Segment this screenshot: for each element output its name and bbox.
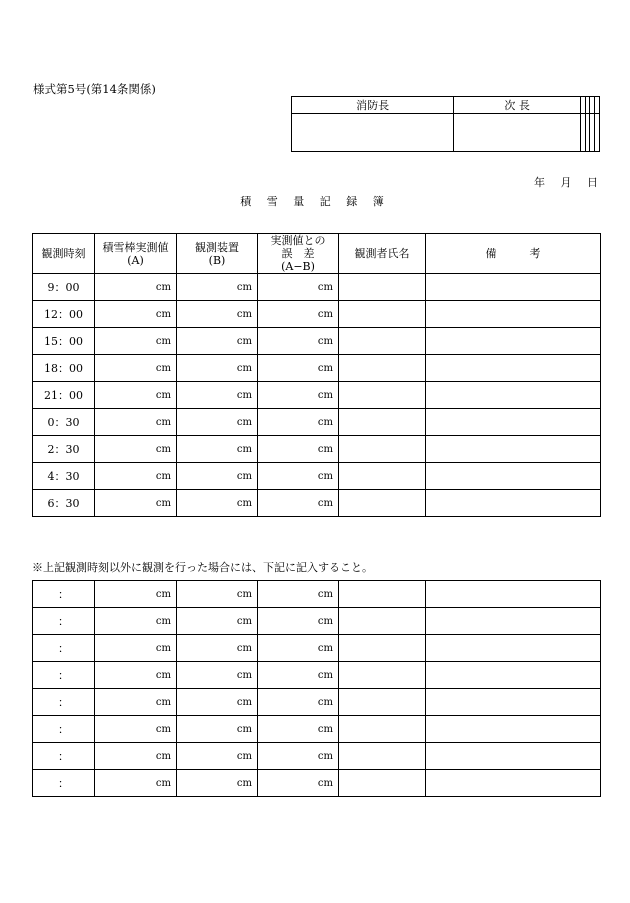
remarks-cell[interactable]: [426, 608, 601, 635]
header-observer-name: 観測者氏名: [339, 234, 426, 274]
time-cell: 12：00: [33, 301, 95, 328]
snow-pole-cell[interactable]: cm: [95, 635, 177, 662]
remarks-cell[interactable]: [426, 743, 601, 770]
observer-cell[interactable]: [339, 635, 426, 662]
device-cell[interactable]: cm: [177, 770, 258, 797]
remarks-cell[interactable]: [426, 436, 601, 463]
snow-pole-cell[interactable]: cm: [95, 301, 177, 328]
error-cell[interactable]: cm: [258, 608, 339, 635]
device-cell[interactable]: cm: [177, 716, 258, 743]
error-cell[interactable]: cm: [258, 409, 339, 436]
error-cell[interactable]: cm: [258, 490, 339, 517]
error-cell[interactable]: cm: [258, 662, 339, 689]
error-cell[interactable]: cm: [258, 355, 339, 382]
approval-seal-cell[interactable]: [292, 114, 454, 152]
header-observation-device-label: 観測装置: [195, 240, 239, 254]
snow-pole-cell[interactable]: cm: [95, 581, 177, 608]
observer-cell[interactable]: [339, 301, 426, 328]
table-row: [33, 770, 601, 797]
snow-pole-cell[interactable]: cm: [95, 689, 177, 716]
page-title: 積 雪 量 記 録 簿: [240, 195, 390, 208]
time-cell: ：: [33, 770, 95, 797]
error-cell[interactable]: cm: [258, 328, 339, 355]
header-remarks: 備 考: [426, 234, 601, 274]
header-observation-device: [177, 234, 258, 274]
observer-cell[interactable]: [339, 382, 426, 409]
table-row: [33, 689, 601, 716]
error-cell[interactable]: cm: [258, 274, 339, 301]
snow-pole-cell[interactable]: cm: [95, 743, 177, 770]
observer-cell[interactable]: [339, 409, 426, 436]
observer-cell[interactable]: [339, 716, 426, 743]
table-row: [33, 328, 601, 355]
device-cell[interactable]: cm: [177, 743, 258, 770]
remarks-cell[interactable]: [426, 274, 601, 301]
table-row: [33, 463, 601, 490]
observer-cell[interactable]: [339, 743, 426, 770]
time-cell: 18：00: [33, 355, 95, 382]
observer-cell[interactable]: [339, 608, 426, 635]
form-number: 様式第5号(第14条関係): [33, 82, 156, 96]
header-snow-pole-value-code: (A): [127, 253, 144, 267]
time-cell: ：: [33, 743, 95, 770]
table-row: [33, 382, 601, 409]
remarks-cell[interactable]: [426, 355, 601, 382]
time-cell: 2：30: [33, 436, 95, 463]
error-cell[interactable]: cm: [258, 635, 339, 662]
observer-cell[interactable]: [339, 490, 426, 517]
error-cell[interactable]: cm: [258, 463, 339, 490]
observer-cell[interactable]: [339, 463, 426, 490]
table-row: [33, 662, 601, 689]
device-cell[interactable]: cm: [177, 689, 258, 716]
remarks-cell[interactable]: [426, 382, 601, 409]
approval-header-deputy: 次 長: [454, 97, 581, 114]
error-cell[interactable]: cm: [258, 301, 339, 328]
table-row: [33, 355, 601, 382]
time-cell: 4：30: [33, 463, 95, 490]
time-cell: 15：00: [33, 328, 95, 355]
remarks-cell[interactable]: [426, 328, 601, 355]
table-row: [33, 716, 601, 743]
device-cell[interactable]: cm: [177, 274, 258, 301]
observer-cell[interactable]: [339, 770, 426, 797]
table-row: [33, 409, 601, 436]
table-row: [33, 301, 601, 328]
observer-cell[interactable]: [339, 274, 426, 301]
header-observation-device-code: (B): [208, 253, 226, 267]
header-measurement-error: [258, 234, 339, 274]
remarks-cell[interactable]: [426, 770, 601, 797]
remarks-cell[interactable]: [426, 635, 601, 662]
table-row: [33, 436, 601, 463]
approval-header-blank: [595, 97, 600, 114]
time-cell: ：: [33, 716, 95, 743]
instruction-note: ※上記観測時刻以外に観測を行った場合には、下記に記入すること。: [32, 561, 373, 574]
time-cell: 9：00: [33, 274, 95, 301]
remarks-cell[interactable]: [426, 581, 601, 608]
approval-header-fire-chief: 消防長: [292, 97, 454, 114]
device-cell[interactable]: cm: [177, 328, 258, 355]
error-cell[interactable]: cm: [258, 382, 339, 409]
header-measurement-error-line2: 誤 差: [281, 247, 315, 260]
snow-pole-cell[interactable]: cm: [95, 409, 177, 436]
time-cell: ：: [33, 689, 95, 716]
remarks-cell[interactable]: [426, 662, 601, 689]
snow-pole-cell[interactable]: cm: [95, 770, 177, 797]
snow-pole-cell[interactable]: cm: [95, 328, 177, 355]
error-cell[interactable]: cm: [258, 581, 339, 608]
observer-cell[interactable]: [339, 355, 426, 382]
time-cell: ：: [33, 662, 95, 689]
device-cell[interactable]: cm: [177, 436, 258, 463]
table-row: [33, 274, 601, 301]
snow-pole-cell[interactable]: cm: [95, 274, 177, 301]
error-cell[interactable]: cm: [258, 716, 339, 743]
scheduled-observation-table: [32, 233, 601, 517]
device-cell[interactable]: cm: [177, 581, 258, 608]
remarks-cell[interactable]: [426, 716, 601, 743]
approval-seal-cell[interactable]: [595, 114, 600, 152]
header-measurement-error-line3: (A−B): [281, 260, 315, 273]
snow-pole-cell[interactable]: cm: [95, 382, 177, 409]
table-row: [33, 608, 601, 635]
time-cell: 0：30: [33, 409, 95, 436]
observer-cell[interactable]: [339, 662, 426, 689]
remarks-cell[interactable]: [426, 301, 601, 328]
extra-observation-table: [32, 580, 601, 797]
table-row: [33, 635, 601, 662]
approval-seal-cell[interactable]: [454, 114, 581, 152]
error-cell[interactable]: cm: [258, 436, 339, 463]
device-cell[interactable]: cm: [177, 662, 258, 689]
snow-pole-cell[interactable]: cm: [95, 355, 177, 382]
time-cell: 21：00: [33, 382, 95, 409]
remarks-cell[interactable]: [426, 689, 601, 716]
header-snow-pole-value: [95, 234, 177, 274]
snow-pole-cell[interactable]: cm: [95, 490, 177, 517]
time-cell: ：: [33, 581, 95, 608]
observer-cell[interactable]: [339, 328, 426, 355]
date-line: 年 月 日: [534, 176, 598, 189]
approval-stamp-table: [291, 96, 600, 152]
device-cell[interactable]: cm: [177, 382, 258, 409]
error-cell[interactable]: cm: [258, 770, 339, 797]
header-snow-pole-value-label: 積雪棒実測値: [102, 240, 169, 254]
table-row: [33, 581, 601, 608]
table-row: [33, 743, 601, 770]
observer-cell[interactable]: [339, 689, 426, 716]
remarks-cell[interactable]: [426, 490, 601, 517]
observer-cell[interactable]: [339, 581, 426, 608]
observer-cell[interactable]: [339, 436, 426, 463]
time-cell: ：: [33, 608, 95, 635]
device-cell[interactable]: cm: [177, 490, 258, 517]
header-observation-time: 観測時刻: [33, 234, 95, 274]
device-cell[interactable]: cm: [177, 463, 258, 490]
device-cell[interactable]: cm: [177, 635, 258, 662]
snow-pole-cell[interactable]: cm: [95, 716, 177, 743]
remarks-cell[interactable]: [426, 409, 601, 436]
error-cell[interactable]: cm: [258, 743, 339, 770]
snow-pole-cell[interactable]: cm: [95, 662, 177, 689]
time-cell: 6：30: [33, 490, 95, 517]
snow-pole-cell[interactable]: cm: [95, 463, 177, 490]
snow-pole-cell[interactable]: cm: [95, 608, 177, 635]
time-cell: ：: [33, 635, 95, 662]
device-cell[interactable]: cm: [177, 409, 258, 436]
device-cell[interactable]: cm: [177, 355, 258, 382]
header-measurement-error-line1: 実測値との: [270, 234, 326, 247]
table-row: [33, 490, 601, 517]
remarks-cell[interactable]: [426, 463, 601, 490]
device-cell[interactable]: cm: [177, 608, 258, 635]
snow-pole-cell[interactable]: cm: [95, 436, 177, 463]
device-cell[interactable]: cm: [177, 301, 258, 328]
error-cell[interactable]: cm: [258, 689, 339, 716]
